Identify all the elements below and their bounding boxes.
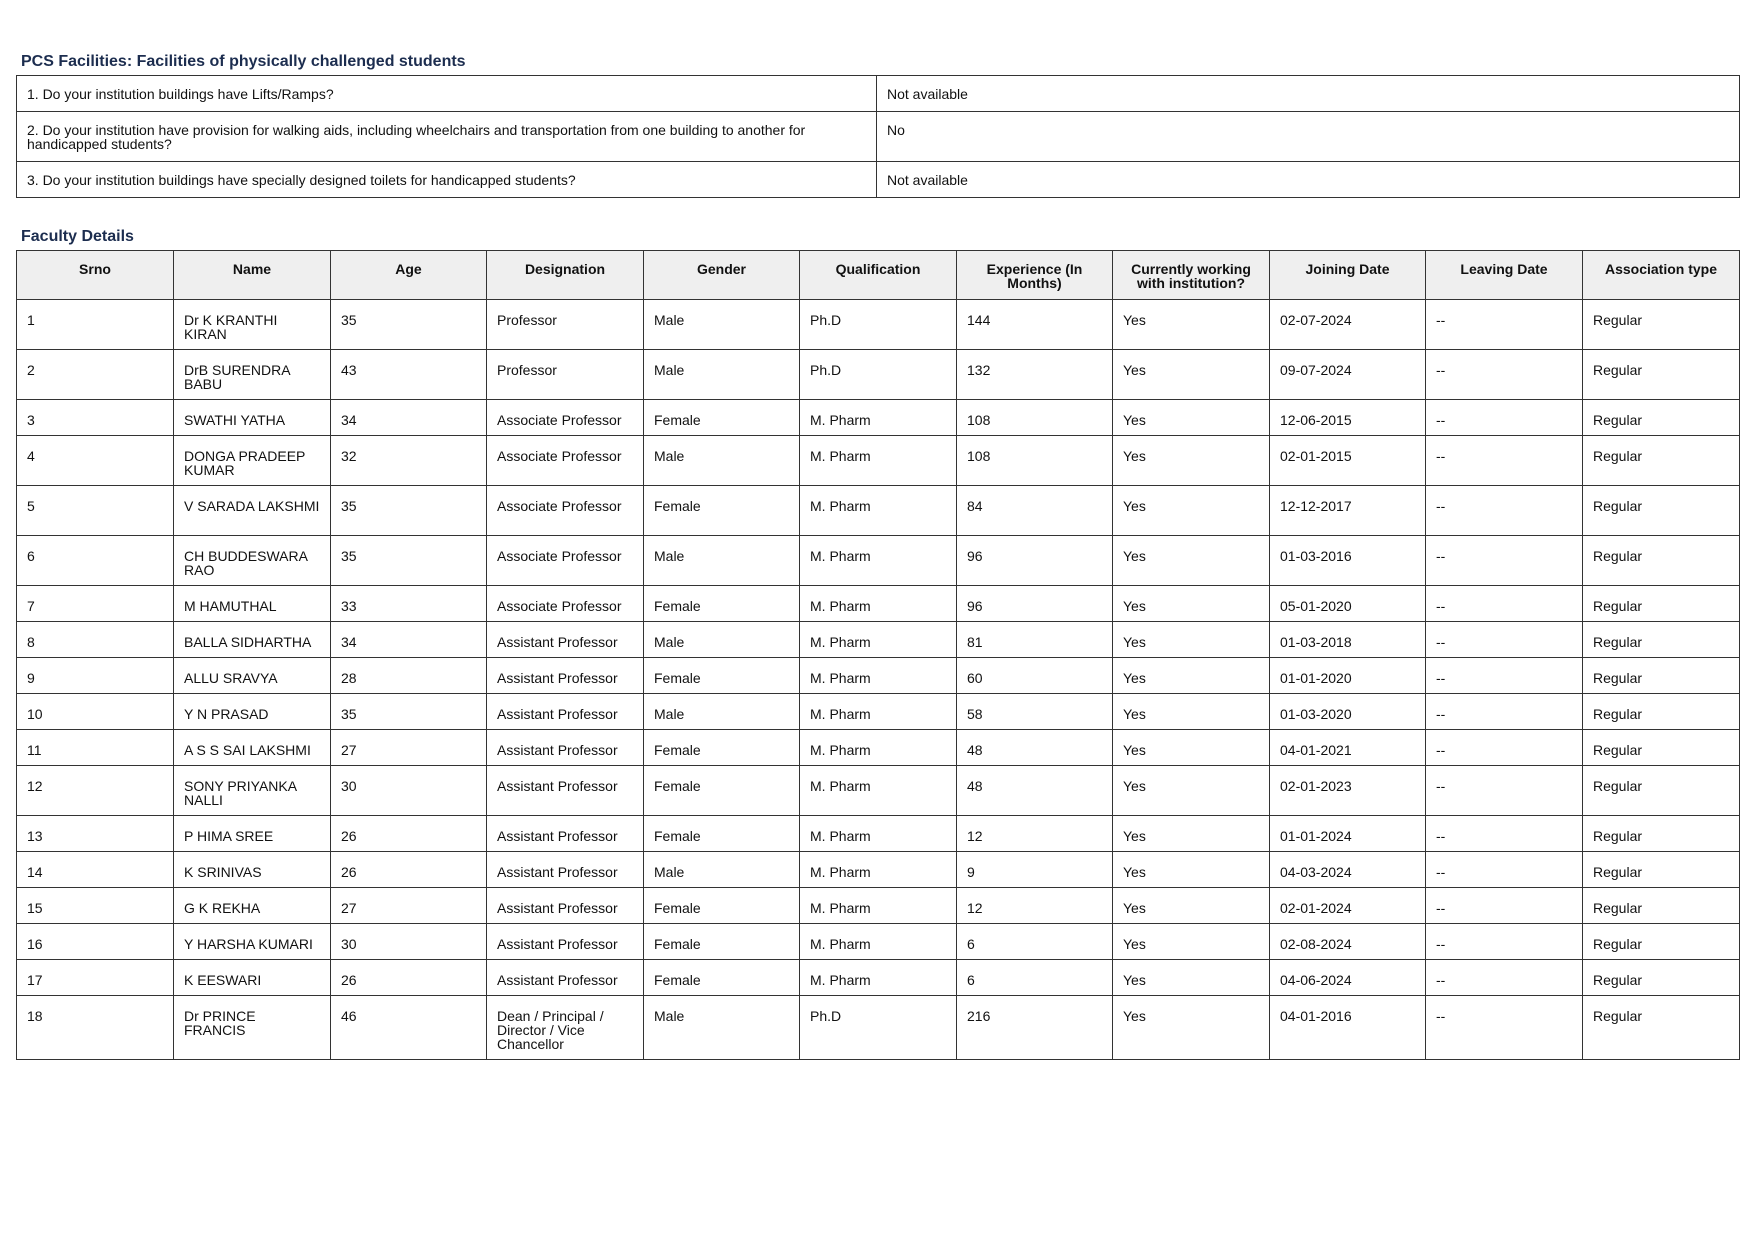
table-row bbox=[17, 436, 1740, 486]
cell-qualification: M. Pharm bbox=[800, 960, 957, 996]
cell-experience: 58 bbox=[957, 694, 1113, 730]
cell-age: 46 bbox=[331, 996, 487, 1060]
cell-currently-working: Yes bbox=[1113, 766, 1270, 816]
cell-name: M HAMUTHAL bbox=[174, 586, 331, 622]
cell-joining-date: 01-03-2018 bbox=[1270, 622, 1426, 658]
cell-currently-working: Yes bbox=[1113, 658, 1270, 694]
cell-qualification: M. Pharm bbox=[800, 766, 957, 816]
cell-leaving-date: -- bbox=[1426, 536, 1583, 586]
cell-experience: 84 bbox=[957, 486, 1113, 536]
cell-currently-working: Yes bbox=[1113, 816, 1270, 852]
table-row bbox=[17, 400, 1740, 436]
cell-currently-working: Yes bbox=[1113, 400, 1270, 436]
cell-gender: Female bbox=[644, 960, 800, 996]
table-header-row bbox=[17, 251, 1740, 300]
cell-name: ALLU SRAVYA bbox=[174, 658, 331, 694]
cell-qualification: M. Pharm bbox=[800, 536, 957, 586]
cell-age: 26 bbox=[331, 960, 487, 996]
cell-qualification: Ph.D bbox=[800, 300, 957, 350]
cell-name: V SARADA LAKSHMI bbox=[174, 486, 331, 536]
cell-age: 34 bbox=[331, 622, 487, 658]
cell-designation: Assistant Professor bbox=[487, 622, 644, 658]
cell-joining-date: 02-07-2024 bbox=[1270, 300, 1426, 350]
cell-joining-date: 12-12-2017 bbox=[1270, 486, 1426, 536]
cell-leaving-date: -- bbox=[1426, 586, 1583, 622]
cell-name: Dr PRINCE FRANCIS bbox=[174, 996, 331, 1060]
cell-association-type: Regular bbox=[1583, 960, 1740, 996]
cell-leaving-date: -- bbox=[1426, 658, 1583, 694]
cell-designation: Assistant Professor bbox=[487, 766, 644, 816]
cell-designation: Assistant Professor bbox=[487, 888, 644, 924]
cell-qualification: Ph.D bbox=[800, 350, 957, 400]
cell-qualification: M. Pharm bbox=[800, 924, 957, 960]
cell-leaving-date: -- bbox=[1426, 816, 1583, 852]
faculty-section-title: Faculty Details bbox=[21, 228, 134, 245]
cell-srno: 15 bbox=[17, 888, 174, 924]
table-row bbox=[17, 730, 1740, 766]
cell-srno: 18 bbox=[17, 996, 174, 1060]
faculty-details-table bbox=[16, 250, 1740, 1060]
cell-association-type: Regular bbox=[1583, 436, 1740, 486]
cell-joining-date: 01-03-2020 bbox=[1270, 694, 1426, 730]
cell-age: 27 bbox=[331, 730, 487, 766]
cell-srno: 16 bbox=[17, 924, 174, 960]
cell-experience: 216 bbox=[957, 996, 1113, 1060]
cell-designation: Assistant Professor bbox=[487, 924, 644, 960]
cell-joining-date: 02-01-2023 bbox=[1270, 766, 1426, 816]
cell-designation: Associate Professor bbox=[487, 436, 644, 486]
table-row bbox=[17, 960, 1740, 996]
cell-leaving-date: -- bbox=[1426, 436, 1583, 486]
cell-srno: 14 bbox=[17, 852, 174, 888]
cell-association-type: Regular bbox=[1583, 852, 1740, 888]
cell-designation: Associate Professor bbox=[487, 536, 644, 586]
pcs-answer: Not available bbox=[877, 162, 1740, 198]
cell-designation: Assistant Professor bbox=[487, 960, 644, 996]
cell-currently-working: Yes bbox=[1113, 586, 1270, 622]
pcs-section-title: PCS Facilities: Facilities of physically challenged students bbox=[21, 53, 466, 70]
cell-leaving-date: -- bbox=[1426, 996, 1583, 1060]
cell-currently-working: Yes bbox=[1113, 730, 1270, 766]
cell-association-type: Regular bbox=[1583, 622, 1740, 658]
cell-gender: Male bbox=[644, 536, 800, 586]
cell-age: 28 bbox=[331, 658, 487, 694]
cell-joining-date: 02-01-2024 bbox=[1270, 888, 1426, 924]
column-header-currently-working: Currently working with institution? bbox=[1113, 251, 1270, 300]
column-header-srno: Srno bbox=[17, 251, 174, 300]
table-row bbox=[17, 350, 1740, 400]
cell-experience: 108 bbox=[957, 436, 1113, 486]
cell-qualification: Ph.D bbox=[800, 996, 957, 1060]
cell-currently-working: Yes bbox=[1113, 694, 1270, 730]
table-row bbox=[17, 622, 1740, 658]
cell-age: 43 bbox=[331, 350, 487, 400]
column-header-joining-date: Joining Date bbox=[1270, 251, 1426, 300]
cell-joining-date: 02-08-2024 bbox=[1270, 924, 1426, 960]
table-row bbox=[17, 996, 1740, 1060]
table-row bbox=[17, 888, 1740, 924]
cell-gender: Male bbox=[644, 436, 800, 486]
cell-designation: Associate Professor bbox=[487, 486, 644, 536]
cell-srno: 4 bbox=[17, 436, 174, 486]
table-row bbox=[17, 536, 1740, 586]
cell-joining-date: 02-01-2015 bbox=[1270, 436, 1426, 486]
cell-joining-date: 01-01-2020 bbox=[1270, 658, 1426, 694]
cell-age: 35 bbox=[331, 300, 487, 350]
cell-experience: 48 bbox=[957, 730, 1113, 766]
cell-association-type: Regular bbox=[1583, 536, 1740, 586]
cell-age: 26 bbox=[331, 852, 487, 888]
cell-experience: 132 bbox=[957, 350, 1113, 400]
cell-leaving-date: -- bbox=[1426, 486, 1583, 536]
pcs-question: 3. Do your institution buildings have specially designed toilets for handicapped students? bbox=[17, 162, 877, 198]
cell-leaving-date: -- bbox=[1426, 730, 1583, 766]
cell-experience: 108 bbox=[957, 400, 1113, 436]
cell-association-type: Regular bbox=[1583, 730, 1740, 766]
cell-designation: Assistant Professor bbox=[487, 658, 644, 694]
cell-association-type: Regular bbox=[1583, 766, 1740, 816]
cell-srno: 10 bbox=[17, 694, 174, 730]
cell-qualification: M. Pharm bbox=[800, 436, 957, 486]
cell-association-type: Regular bbox=[1583, 924, 1740, 960]
cell-association-type: Regular bbox=[1583, 400, 1740, 436]
cell-age: 27 bbox=[331, 888, 487, 924]
cell-age: 33 bbox=[331, 586, 487, 622]
table-row bbox=[17, 694, 1740, 730]
cell-joining-date: 05-01-2020 bbox=[1270, 586, 1426, 622]
cell-leaving-date: -- bbox=[1426, 300, 1583, 350]
cell-name: G K REKHA bbox=[174, 888, 331, 924]
cell-srno: 5 bbox=[17, 486, 174, 536]
cell-name: K SRINIVAS bbox=[174, 852, 331, 888]
pcs-question: 2. Do your institution have provision for walking aids, including wheelchairs and transportation from one building to another for handicapped students? bbox=[17, 112, 877, 162]
cell-experience: 144 bbox=[957, 300, 1113, 350]
cell-gender: Male bbox=[644, 852, 800, 888]
pcs-facilities-table bbox=[16, 75, 1740, 198]
cell-gender: Female bbox=[644, 766, 800, 816]
cell-name: SONY PRIYANKA NALLI bbox=[174, 766, 331, 816]
cell-leaving-date: -- bbox=[1426, 694, 1583, 730]
cell-srno: 1 bbox=[17, 300, 174, 350]
column-header-qualification: Qualification bbox=[800, 251, 957, 300]
cell-currently-working: Yes bbox=[1113, 486, 1270, 536]
cell-currently-working: Yes bbox=[1113, 436, 1270, 486]
cell-leaving-date: -- bbox=[1426, 888, 1583, 924]
cell-srno: 3 bbox=[17, 400, 174, 436]
cell-association-type: Regular bbox=[1583, 658, 1740, 694]
table-row bbox=[17, 112, 1740, 162]
cell-joining-date: 04-01-2016 bbox=[1270, 996, 1426, 1060]
cell-gender: Female bbox=[644, 586, 800, 622]
cell-name: A S S SAI LAKSHMI bbox=[174, 730, 331, 766]
cell-association-type: Regular bbox=[1583, 888, 1740, 924]
pcs-answer: No bbox=[877, 112, 1740, 162]
pcs-question: 1. Do your institution buildings have Lifts/Ramps? bbox=[17, 76, 877, 112]
cell-experience: 9 bbox=[957, 852, 1113, 888]
cell-qualification: M. Pharm bbox=[800, 486, 957, 536]
cell-joining-date: 04-03-2024 bbox=[1270, 852, 1426, 888]
cell-srno: 6 bbox=[17, 536, 174, 586]
column-header-experience: Experience (In Months) bbox=[957, 251, 1113, 300]
cell-experience: 96 bbox=[957, 536, 1113, 586]
cell-qualification: M. Pharm bbox=[800, 400, 957, 436]
cell-age: 26 bbox=[331, 816, 487, 852]
cell-joining-date: 09-07-2024 bbox=[1270, 350, 1426, 400]
cell-srno: 17 bbox=[17, 960, 174, 996]
cell-qualification: M. Pharm bbox=[800, 658, 957, 694]
cell-currently-working: Yes bbox=[1113, 852, 1270, 888]
table-row bbox=[17, 658, 1740, 694]
cell-leaving-date: -- bbox=[1426, 766, 1583, 816]
cell-association-type: Regular bbox=[1583, 816, 1740, 852]
cell-designation: Assistant Professor bbox=[487, 816, 644, 852]
cell-experience: 12 bbox=[957, 816, 1113, 852]
cell-srno: 13 bbox=[17, 816, 174, 852]
cell-association-type: Regular bbox=[1583, 586, 1740, 622]
cell-currently-working: Yes bbox=[1113, 924, 1270, 960]
cell-age: 32 bbox=[331, 436, 487, 486]
table-row bbox=[17, 76, 1740, 112]
cell-srno: 11 bbox=[17, 730, 174, 766]
cell-name: K EESWARI bbox=[174, 960, 331, 996]
cell-experience: 48 bbox=[957, 766, 1113, 816]
cell-gender: Male bbox=[644, 350, 800, 400]
cell-gender: Female bbox=[644, 658, 800, 694]
cell-srno: 12 bbox=[17, 766, 174, 816]
table-row bbox=[17, 766, 1740, 816]
cell-gender: Female bbox=[644, 486, 800, 536]
cell-experience: 6 bbox=[957, 960, 1113, 996]
cell-currently-working: Yes bbox=[1113, 888, 1270, 924]
table-row bbox=[17, 924, 1740, 960]
cell-srno: 2 bbox=[17, 350, 174, 400]
cell-leaving-date: -- bbox=[1426, 622, 1583, 658]
cell-currently-working: Yes bbox=[1113, 350, 1270, 400]
table-row bbox=[17, 162, 1740, 198]
cell-currently-working: Yes bbox=[1113, 960, 1270, 996]
cell-joining-date: 04-06-2024 bbox=[1270, 960, 1426, 996]
cell-name: BALLA SIDHARTHA bbox=[174, 622, 331, 658]
table-row bbox=[17, 300, 1740, 350]
cell-name: Y N PRASAD bbox=[174, 694, 331, 730]
cell-age: 30 bbox=[331, 766, 487, 816]
cell-experience: 96 bbox=[957, 586, 1113, 622]
cell-srno: 9 bbox=[17, 658, 174, 694]
cell-currently-working: Yes bbox=[1113, 536, 1270, 586]
cell-name: DrB SURENDRA BABU bbox=[174, 350, 331, 400]
cell-gender: Female bbox=[644, 924, 800, 960]
cell-leaving-date: -- bbox=[1426, 852, 1583, 888]
cell-leaving-date: -- bbox=[1426, 924, 1583, 960]
cell-qualification: M. Pharm bbox=[800, 694, 957, 730]
cell-qualification: M. Pharm bbox=[800, 888, 957, 924]
cell-association-type: Regular bbox=[1583, 996, 1740, 1060]
cell-designation: Associate Professor bbox=[487, 400, 644, 436]
cell-gender: Male bbox=[644, 694, 800, 730]
cell-gender: Female bbox=[644, 400, 800, 436]
cell-qualification: M. Pharm bbox=[800, 586, 957, 622]
cell-gender: Male bbox=[644, 622, 800, 658]
cell-name: CH BUDDESWARA RAO bbox=[174, 536, 331, 586]
cell-experience: 6 bbox=[957, 924, 1113, 960]
column-header-age: Age bbox=[331, 251, 487, 300]
cell-name: P HIMA SREE bbox=[174, 816, 331, 852]
cell-designation: Professor bbox=[487, 350, 644, 400]
cell-association-type: Regular bbox=[1583, 694, 1740, 730]
cell-qualification: M. Pharm bbox=[800, 852, 957, 888]
cell-gender: Female bbox=[644, 730, 800, 766]
cell-experience: 81 bbox=[957, 622, 1113, 658]
cell-name: Dr K KRANTHI KIRAN bbox=[174, 300, 331, 350]
cell-experience: 12 bbox=[957, 888, 1113, 924]
table-row bbox=[17, 486, 1740, 536]
cell-gender: Female bbox=[644, 888, 800, 924]
cell-association-type: Regular bbox=[1583, 350, 1740, 400]
table-row bbox=[17, 816, 1740, 852]
column-header-designation: Designation bbox=[487, 251, 644, 300]
column-header-gender: Gender bbox=[644, 251, 800, 300]
cell-age: 35 bbox=[331, 486, 487, 536]
cell-srno: 7 bbox=[17, 586, 174, 622]
column-header-leaving-date: Leaving Date bbox=[1426, 251, 1583, 300]
cell-leaving-date: -- bbox=[1426, 960, 1583, 996]
cell-age: 35 bbox=[331, 694, 487, 730]
cell-currently-working: Yes bbox=[1113, 622, 1270, 658]
cell-joining-date: 12-06-2015 bbox=[1270, 400, 1426, 436]
cell-designation: Dean / Principal / Director / Vice Chancellor bbox=[487, 996, 644, 1060]
cell-designation: Assistant Professor bbox=[487, 852, 644, 888]
cell-srno: 8 bbox=[17, 622, 174, 658]
cell-gender: Male bbox=[644, 300, 800, 350]
table-row bbox=[17, 586, 1740, 622]
cell-qualification: M. Pharm bbox=[800, 622, 957, 658]
cell-joining-date: 01-03-2016 bbox=[1270, 536, 1426, 586]
cell-name: SWATHI YATHA bbox=[174, 400, 331, 436]
cell-currently-working: Yes bbox=[1113, 996, 1270, 1060]
column-header-name: Name bbox=[174, 251, 331, 300]
cell-joining-date: 01-01-2024 bbox=[1270, 816, 1426, 852]
cell-experience: 60 bbox=[957, 658, 1113, 694]
column-header-association-type: Association type bbox=[1583, 251, 1740, 300]
cell-leaving-date: -- bbox=[1426, 350, 1583, 400]
cell-designation: Professor bbox=[487, 300, 644, 350]
cell-association-type: Regular bbox=[1583, 486, 1740, 536]
cell-age: 35 bbox=[331, 536, 487, 586]
pcs-answer: Not available bbox=[877, 76, 1740, 112]
cell-age: 30 bbox=[331, 924, 487, 960]
cell-qualification: M. Pharm bbox=[800, 730, 957, 766]
cell-age: 34 bbox=[331, 400, 487, 436]
cell-qualification: M. Pharm bbox=[800, 816, 957, 852]
cell-currently-working: Yes bbox=[1113, 300, 1270, 350]
cell-designation: Assistant Professor bbox=[487, 694, 644, 730]
cell-designation: Assistant Professor bbox=[487, 730, 644, 766]
cell-gender: Female bbox=[644, 816, 800, 852]
cell-designation: Associate Professor bbox=[487, 586, 644, 622]
cell-gender: Male bbox=[644, 996, 800, 1060]
cell-joining-date: 04-01-2021 bbox=[1270, 730, 1426, 766]
cell-leaving-date: -- bbox=[1426, 400, 1583, 436]
cell-association-type: Regular bbox=[1583, 300, 1740, 350]
cell-name: DONGA PRADEEP KUMAR bbox=[174, 436, 331, 486]
table-row bbox=[17, 852, 1740, 888]
cell-name: Y HARSHA KUMARI bbox=[174, 924, 331, 960]
